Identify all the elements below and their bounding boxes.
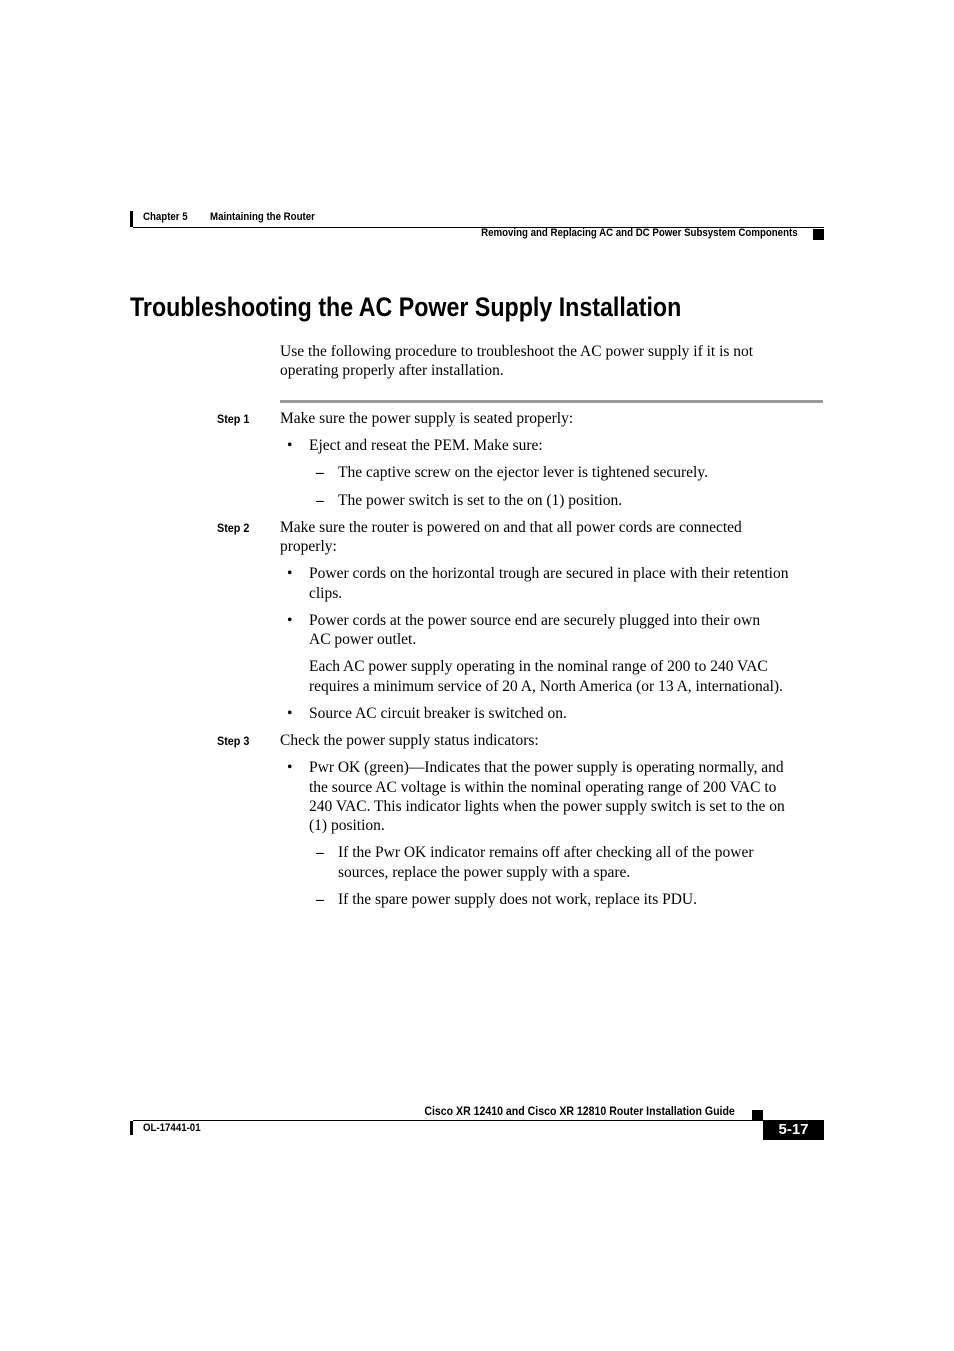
step-3-text: Check the power supply status indicators: (280, 732, 539, 749)
page-title: Troubleshooting the AC Power Supply Installation (130, 292, 682, 322)
step-3-label: Step 3 (217, 734, 250, 748)
step-1-text: Make sure the power supply is seated properly: (280, 410, 574, 427)
dash-icon: – (316, 844, 324, 861)
dash-icon: – (316, 492, 324, 509)
dash-icon: – (316, 464, 324, 481)
step-2-label: Step 2 (217, 521, 250, 535)
footer-bar (130, 1121, 133, 1135)
procedure-rule (280, 400, 823, 403)
footer-rule (133, 1120, 763, 1121)
step-2-bullet-1-line-1: Power cords on the horizontal trough are secured in place with their retention (309, 565, 789, 582)
step-2-bullet-1-line-2: clips. (309, 585, 343, 602)
bullet-icon: • (287, 612, 293, 629)
header-marker (813, 229, 824, 240)
bullet-icon: • (287, 565, 293, 582)
step-2-bullet-3: Source AC circuit breaker is switched on. (309, 705, 567, 722)
step-2-text-line-2: properly: (280, 538, 337, 555)
step-1-dash-2: The power switch is set to the on (1) position. (338, 492, 623, 509)
header-bar (130, 211, 133, 227)
header-chapter: Chapter 5 (143, 211, 188, 223)
step-3-bullet-1-line-3: 240 VAC. This indicator lights when the power supply switch is set to the on (309, 798, 785, 815)
step-3-dash-1-line-2: sources, replace the power supply with a spare. (338, 864, 631, 881)
page-number: 5-17 (778, 1121, 809, 1138)
dash-icon: – (316, 891, 324, 908)
bullet-icon: • (287, 437, 293, 454)
step-2-text-line-1: Make sure the router is powered on and that all power cords are connected (280, 519, 742, 536)
step-2-bullet-2-line-2: AC power outlet. (309, 631, 417, 648)
step-2-note-line-2: requires a minimum service of 20 A, North America (or 13 A, international). (309, 678, 783, 695)
header-chapter-title: Maintaining the Router (210, 211, 315, 223)
step-1-dash-1: The captive screw on the ejector lever is tightened securely. (338, 464, 708, 481)
header-section-title: Removing and Replacing AC and DC Power Subsystem Components (481, 227, 798, 239)
step-2-note-line-1: Each AC power supply operating in the nominal range of 200 to 240 VAC (309, 658, 768, 675)
intro-line-2: operating properly after installation. (280, 362, 504, 379)
footer-doc-number: OL-17441-01 (143, 1122, 201, 1134)
step-3-bullet-1-line-2: the source AC voltage is within the nominal operating range of 200 VAC to (309, 779, 777, 796)
step-3-dash-1-line-1: If the Pwr OK indicator remains off after checking all of the power (338, 844, 754, 861)
step-3-bullet-1-line-1: Pwr OK (green)—Indicates that the power supply is operating normally, and (309, 759, 784, 776)
footer-guide-title: Cisco XR 12410 and Cisco XR 12810 Router Installation Guide (424, 1104, 735, 1118)
step-3-bullet-1-line-4: (1) position. (309, 817, 385, 834)
intro-line-1: Use the following procedure to troubleshoot the AC power supply if it is not (280, 343, 754, 360)
step-1-label: Step 1 (217, 412, 250, 426)
step-3-dash-2: If the spare power supply does not work, replace its PDU. (338, 891, 697, 908)
bullet-icon: • (287, 759, 293, 776)
step-1-bullet-1: Eject and reseat the PEM. Make sure: (309, 437, 543, 454)
bullet-icon: • (287, 705, 293, 722)
step-2-bullet-2-line-1: Power cords at the power source end are securely plugged into their own (309, 612, 761, 629)
